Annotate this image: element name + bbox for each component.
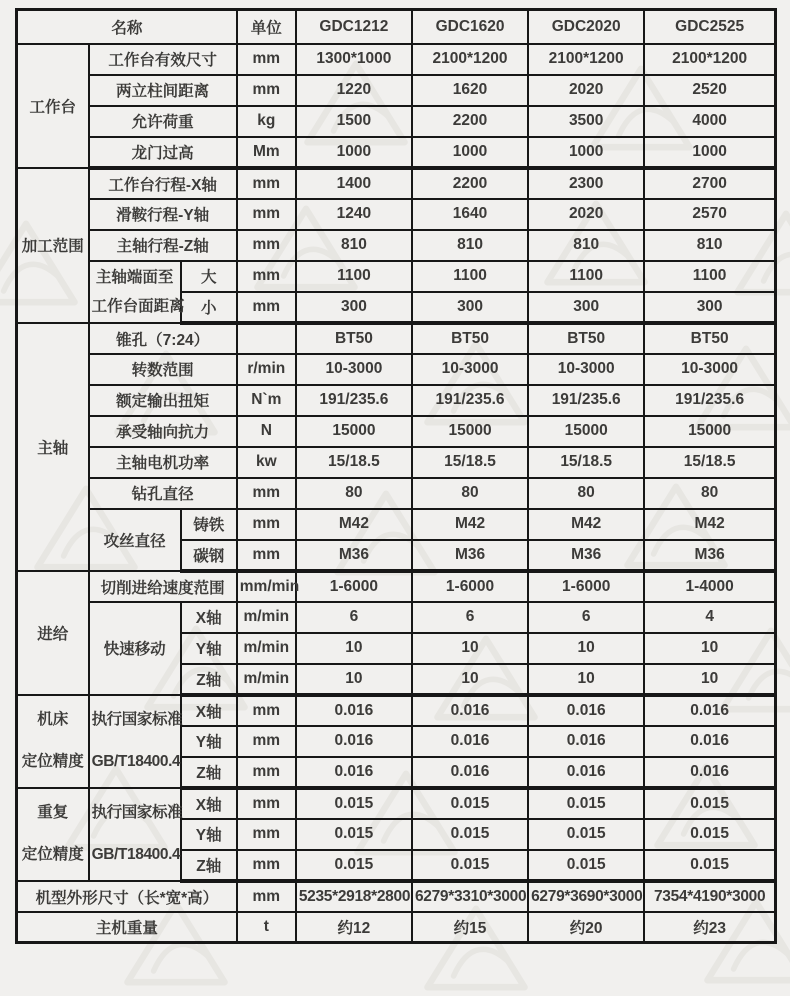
value-cell: 80 <box>412 478 528 509</box>
value-cell: 10 <box>644 664 775 695</box>
value-cell: 10-3000 <box>296 354 412 385</box>
value-cell: M42 <box>296 509 412 540</box>
value-cell: 15/18.5 <box>528 447 644 478</box>
value-cell: 80 <box>644 478 775 509</box>
unit-cell: mm <box>237 819 296 850</box>
unit-cell: r/min <box>237 354 296 385</box>
unit-cell: m/min <box>237 664 296 695</box>
value-cell: 80 <box>296 478 412 509</box>
header-model-gdc1212: GDC1212 <box>296 10 412 44</box>
value-cell: 约23 <box>644 912 775 943</box>
value-cell: M36 <box>644 540 775 571</box>
value-cell: 1220 <box>296 75 412 106</box>
value-cell: 1100 <box>528 261 644 292</box>
value-cell: 0.016 <box>296 695 412 726</box>
value-cell: 6 <box>296 602 412 633</box>
value-cell: 2100*1200 <box>528 44 644 75</box>
value-cell: 1000 <box>644 137 775 168</box>
value-cell: 10 <box>412 664 528 695</box>
value-cell: 10-3000 <box>528 354 644 385</box>
unit-cell: N <box>237 416 296 447</box>
value-cell: 15000 <box>644 416 775 447</box>
value-cell: 10 <box>296 633 412 664</box>
value-cell: 1000 <box>412 137 528 168</box>
value-cell: 2100*1200 <box>644 44 775 75</box>
spec-name: 主轴电机功率 <box>89 447 237 478</box>
value-cell: 300 <box>296 292 412 323</box>
value-cell: 1640 <box>412 199 528 230</box>
unit-cell: mm <box>237 726 296 757</box>
spec-name: 钻孔直径 <box>89 478 237 509</box>
unit-cell: m/min <box>237 633 296 664</box>
value-cell: 6 <box>412 602 528 633</box>
spec-name: 工作台行程-X轴 <box>89 168 237 199</box>
value-cell: 1620 <box>412 75 528 106</box>
value-cell: 2300 <box>528 168 644 199</box>
unit-cell: kw <box>237 447 296 478</box>
unit-cell: mm/min <box>237 571 296 602</box>
spec-name: 滑鞍行程-Y轴 <box>89 199 237 230</box>
group-label-feed: 进给 <box>17 571 89 695</box>
value-cell: 2100*1200 <box>412 44 528 75</box>
spec-name-national-standard: 执行国家标准 GB/T18400.4 <box>89 695 181 788</box>
value-cell: 4 <box>644 602 775 633</box>
value-cell: 约20 <box>528 912 644 943</box>
value-cell: 0.016 <box>412 757 528 788</box>
value-cell: 2020 <box>528 199 644 230</box>
value-cell: 191/235.6 <box>528 385 644 416</box>
spec-name: 主轴行程-Z轴 <box>89 230 237 261</box>
spec-name: 攻丝直径 <box>89 509 181 571</box>
value-cell: M36 <box>412 540 528 571</box>
unit-cell: mm <box>237 540 296 571</box>
spec-name-national-standard: 执行国家标准 GB/T18400.4 <box>89 788 181 881</box>
value-cell: M36 <box>296 540 412 571</box>
value-cell: 15/18.5 <box>296 447 412 478</box>
unit-cell: Mm <box>237 137 296 168</box>
spec-name: 锥孔（7:24） <box>89 323 237 354</box>
spec-subname: 大 <box>181 261 237 292</box>
unit-cell <box>237 323 296 354</box>
spec-subname: X轴 <box>181 695 237 726</box>
value-cell: BT50 <box>528 323 644 354</box>
spec-name: 允许荷重 <box>89 106 237 137</box>
value-cell: 0.015 <box>528 819 644 850</box>
value-cell: 300 <box>412 292 528 323</box>
value-cell: 10 <box>644 633 775 664</box>
value-cell: 191/235.6 <box>412 385 528 416</box>
value-cell: 0.016 <box>296 757 412 788</box>
unit-cell: mm <box>237 757 296 788</box>
spec-table <box>15 8 777 944</box>
value-cell: 0.015 <box>412 819 528 850</box>
value-cell: 10 <box>412 633 528 664</box>
value-cell: 1400 <box>296 168 412 199</box>
value-cell: 0.016 <box>644 726 775 757</box>
value-cell: 10 <box>528 664 644 695</box>
spec-name: 龙门过高 <box>89 137 237 168</box>
group-label-positioning-accuracy: 机床 定位精度 <box>17 695 89 788</box>
value-cell: 0.016 <box>296 726 412 757</box>
value-cell: 1-6000 <box>296 571 412 602</box>
value-cell: 10-3000 <box>644 354 775 385</box>
unit-cell: mm <box>237 509 296 540</box>
value-cell: 15000 <box>528 416 644 447</box>
value-cell: 0.015 <box>296 819 412 850</box>
value-cell: 2570 <box>644 199 775 230</box>
value-cell: 10 <box>528 633 644 664</box>
value-cell: 300 <box>528 292 644 323</box>
spec-subname: Z轴 <box>181 757 237 788</box>
spec-subname: X轴 <box>181 788 237 819</box>
value-cell: BT50 <box>412 323 528 354</box>
unit-cell: mm <box>237 199 296 230</box>
value-cell: 10-3000 <box>412 354 528 385</box>
group-label-worktable: 工作台 <box>17 44 89 168</box>
spec-name: 转数范围 <box>89 354 237 385</box>
unit-cell: t <box>237 912 296 943</box>
unit-cell: m/min <box>237 602 296 633</box>
value-cell: M42 <box>528 509 644 540</box>
header-unit: 单位 <box>237 10 296 44</box>
value-cell: BT50 <box>296 323 412 354</box>
value-cell: 2700 <box>644 168 775 199</box>
value-cell: 810 <box>644 230 775 261</box>
value-cell: 191/235.6 <box>644 385 775 416</box>
unit-cell: mm <box>237 881 296 912</box>
group-label-machining-range: 加工范围 <box>17 168 89 323</box>
value-cell: 1240 <box>296 199 412 230</box>
value-cell: 191/235.6 <box>296 385 412 416</box>
value-cell: 2200 <box>412 106 528 137</box>
value-cell: 0.015 <box>412 788 528 819</box>
header-model-gdc2020: GDC2020 <box>528 10 644 44</box>
value-cell: 0.015 <box>412 850 528 881</box>
value-cell: 1-4000 <box>644 571 775 602</box>
value-cell: 10 <box>296 664 412 695</box>
unit-cell: mm <box>237 75 296 106</box>
spec-name-machine-weight: 主机重量 <box>17 912 237 943</box>
value-cell: 80 <box>528 478 644 509</box>
spec-subname: X轴 <box>181 602 237 633</box>
value-cell: 1-6000 <box>528 571 644 602</box>
value-cell: 4000 <box>644 106 775 137</box>
spec-subname: Y轴 <box>181 633 237 664</box>
value-cell: M42 <box>644 509 775 540</box>
value-cell: M36 <box>528 540 644 571</box>
unit-cell: mm <box>237 261 296 292</box>
spec-name: 两立柱间距离 <box>89 75 237 106</box>
unit-cell: mm <box>237 292 296 323</box>
value-cell: 1500 <box>296 106 412 137</box>
value-cell: 0.015 <box>528 788 644 819</box>
unit-cell: kg <box>237 106 296 137</box>
value-cell: 1000 <box>296 137 412 168</box>
unit-cell: mm <box>237 44 296 75</box>
value-cell: 0.015 <box>296 788 412 819</box>
value-cell: 0.016 <box>528 695 644 726</box>
spec-table-body <box>17 10 776 943</box>
value-cell: 1300*1000 <box>296 44 412 75</box>
unit-cell: mm <box>237 478 296 509</box>
value-cell: 0.015 <box>644 788 775 819</box>
spec-name: 主轴端面至 工作台面距离 <box>89 261 181 323</box>
value-cell: 0.016 <box>528 757 644 788</box>
value-cell: 约15 <box>412 912 528 943</box>
value-cell: 15000 <box>296 416 412 447</box>
value-cell: 1100 <box>296 261 412 292</box>
spec-subname: Z轴 <box>181 850 237 881</box>
spec-name-overall-dimensions: 机型外形尺寸（长*宽*高） <box>17 881 237 912</box>
value-cell: 0.016 <box>644 757 775 788</box>
value-cell: 300 <box>644 292 775 323</box>
value-cell: 810 <box>528 230 644 261</box>
spec-name: 工作台有效尺寸 <box>89 44 237 75</box>
value-cell: 0.016 <box>644 695 775 726</box>
value-cell: BT50 <box>644 323 775 354</box>
value-cell: 3500 <box>528 106 644 137</box>
value-cell: M42 <box>412 509 528 540</box>
spec-subname: 小 <box>181 292 237 323</box>
value-cell: 0.015 <box>644 819 775 850</box>
value-cell: 6 <box>528 602 644 633</box>
value-cell: 15/18.5 <box>412 447 528 478</box>
spec-name: 快速移动 <box>89 602 181 695</box>
unit-cell: mm <box>237 168 296 199</box>
spec-subname: Z轴 <box>181 664 237 695</box>
value-cell: 2200 <box>412 168 528 199</box>
value-cell: 1100 <box>412 261 528 292</box>
unit-cell: mm <box>237 230 296 261</box>
spec-name: 额定输出扭矩 <box>89 385 237 416</box>
value-cell: 5235*2918*2800 <box>296 881 412 912</box>
value-cell: 1-6000 <box>412 571 528 602</box>
spec-name: 切削进给速度范围 <box>89 571 237 602</box>
value-cell: 0.016 <box>412 726 528 757</box>
unit-cell: N`m <box>237 385 296 416</box>
unit-cell: mm <box>237 788 296 819</box>
header-model-gdc2525: GDC2525 <box>644 10 775 44</box>
value-cell: 7354*4190*3000 <box>644 881 775 912</box>
unit-cell: mm <box>237 850 296 881</box>
value-cell: 15000 <box>412 416 528 447</box>
value-cell: 约12 <box>296 912 412 943</box>
group-label-spindle: 主轴 <box>17 323 89 571</box>
value-cell: 0.015 <box>528 850 644 881</box>
value-cell: 0.016 <box>412 695 528 726</box>
group-label-repeat-accuracy: 重复 定位精度 <box>17 788 89 881</box>
value-cell: 6279*3310*3000 <box>412 881 528 912</box>
header-model-gdc1620: GDC1620 <box>412 10 528 44</box>
value-cell: 0.015 <box>644 850 775 881</box>
value-cell: 1100 <box>644 261 775 292</box>
spec-subname: 碳钢 <box>181 540 237 571</box>
value-cell: 6279*3690*3000 <box>528 881 644 912</box>
spec-subname: 铸铁 <box>181 509 237 540</box>
header-name: 名称 <box>17 10 237 44</box>
unit-cell: mm <box>237 695 296 726</box>
spec-subname: Y轴 <box>181 726 237 757</box>
spec-subname: Y轴 <box>181 819 237 850</box>
value-cell: 810 <box>412 230 528 261</box>
value-cell: 1000 <box>528 137 644 168</box>
value-cell: 2520 <box>644 75 775 106</box>
value-cell: 0.016 <box>528 726 644 757</box>
value-cell: 2020 <box>528 75 644 106</box>
spec-name: 承受轴向抗力 <box>89 416 237 447</box>
value-cell: 810 <box>296 230 412 261</box>
value-cell: 0.015 <box>296 850 412 881</box>
value-cell: 15/18.5 <box>644 447 775 478</box>
